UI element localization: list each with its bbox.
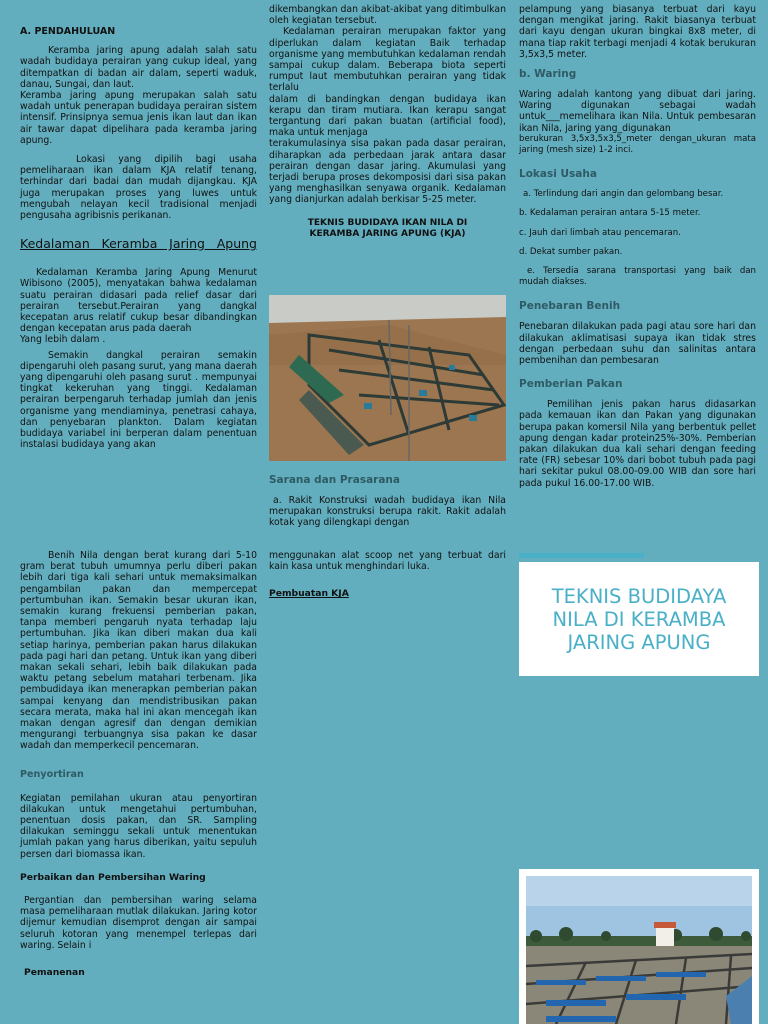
paragraph: dikembangkan dan akibat-akibat yang ditimbulkan oleh kegiatan tersebut. [269, 4, 506, 27]
column-2-lower [269, 474, 506, 529]
section-title-lokasi: Lokasi Usaha [519, 168, 597, 181]
list-item: b. Kedalaman perairan antara 5-15 meter. [519, 208, 701, 219]
cover-accent-bar [519, 553, 644, 558]
section-title-perbaikan: Perbaikan dan Pembersihan Waring [20, 871, 206, 883]
paragraph: Penebaran dilakukan pada pagi atau sore hari dan dilakukan aklimatisasi supaya ikan tidak stres dengan perbedaan suhu dan salinitas antara pembenihan dan pembesaran [519, 321, 756, 367]
column-2 [269, 4, 506, 240]
section-title-penyortiran: Penyortiran [20, 768, 84, 780]
paragraph: Waring adalah kantong yang dibuat dari jaring. Waring digunakan sebagai wadah untuk___memelihara ikan Nila. Untuk pembesaran ikan Nila, jaring yang_digunakan [519, 89, 756, 134]
list-item: c. Jauh dari limbah atau pencemaran. [519, 227, 681, 238]
paragraph: Keramba jaring apung adalah salah satu wadah budidaya perairan yang cukup ideal, yang ditempatkan di badan air dalam, seperti waduk, danau, Sungai, dan laut. [20, 45, 257, 90]
paragraph: Yang lebih dalam . [20, 334, 106, 346]
list-item: e. Tersedia sarana transportasi yang baik dan mudah diakses. [519, 266, 756, 288]
paragraph: Kedalaman perairan merupakan faktor yang diperlukan dalam kegiatan Baik terhadap organisme yang membutuhkan kedalaman rendah sampai cukup dalam. Beberapa biota seperti rumput laut membutuhkan perairan yang tidak terlalu [269, 26, 506, 94]
cover-title: TEKNIS BUDIDAYA NILA DI KERAMBA JARING APUNG [551, 584, 727, 654]
cover-photo [526, 876, 752, 1024]
paragraph: berukuran 3,5x3,5x3,5_meter dengan_ukuran mata jaring (mesh size) 1-2 inci. [519, 133, 756, 156]
column-3 [519, 4, 756, 489]
column-1 [20, 26, 257, 451]
paragraph: Kedalaman Keramba Jaring Apung Menurut Wibisono (2005), menyatakan bahwa kedalaman suatu perairan didasari pada relief dasar dari perairan tersebut.Perairan yang dangkal kecepatan arus relatif cukup besar dibandingkan dengan kecepatan arus pada daerah [20, 267, 257, 335]
paragraph: dalam di bandingkan dengan budidaya ikan kerapu dan tiram mutiara. Ikan kerapu sangat tergantung dari pakan buatan (artificial food), maka untuk menjaga [269, 93, 506, 139]
paragraph: Kegiatan pemilahan ukuran atau penyortiran dilakukan untuk mengetahui pertumbuhan, penentuan dosis pakan, dan SR. Sampling dilakukan seminggu sekali untuk menentukan jumlah pakan yang harus diberikan, yaitu sepuluh persen dari biomassa ikan. [20, 792, 257, 860]
list-item: d. Dekat sumber pakan. [519, 246, 623, 257]
paragraph: terakumulasinya sisa pakan pada dasar perairan, diharapkan ada perbedaan jarak antara dasar perairan dengan dasar jaring. Akumulasi yang terjadi berupa proses dekomposisi dari sisa pakan yang menghasilkan senyawa organik. Kedalaman yang dianjurkan adalah berkisar 5-25 meter. [269, 138, 506, 206]
section-title-penebaran: Penebaran Benih [519, 300, 621, 313]
section-title-pembuatan: Pembuatan KJA [269, 588, 349, 600]
cover-photo-frame [519, 869, 759, 1024]
paragraph: menggunakan alat scoop net yang terbuat dari kain kasa untuk menghindari luka. [269, 550, 506, 573]
paragraph: Benih Nila dengan berat kurang dari 5-10 gram berat tubuh umumnya perlu diberi pakan lebih dari tiga kali sehari untuk memaksimalkan pengambilan pakan dan mempercepat pertumbuhan ikan. Semakin besar ukuran ikan, semakin kurang frekuensi pemberian pakan, tanpa memberi pengaruh nyata terhadap laju pertumbuhan. Jika ikan diberi makan dua kali setiap harinya, pemberian pakan harus dilakukan pada pagi hari dan petang. Untuk ikan yang diberi makan sekali sehari, lebih baik dilakukan pada waktu petang sebelum matahari terbenam. Jika pembudidaya ikan menerapkan pemberian pakan sampai kenyang dan mendistribusikan pakan secara merata, maka hal ini akan mencegah ikan makan dengan agresif dan dengan demikian mengurangi terbuangnya sisa pakan ke dasar wadah dan memperkecil pencemaran. [20, 550, 257, 752]
section-title-pendahuluan: A. PENDAHULUAN [20, 26, 116, 37]
section-title-kedalaman: Kedalaman Keramba Jaring Apung [20, 236, 257, 252]
paragraph: a. Rakit Konstruksi wadah budidaya ikan Nila merupakan konstruksi berupa rakit. Rakit adalah kotak yang dilengkapi dengan [269, 495, 506, 529]
cover-title-box [519, 562, 759, 676]
section-title-pemberian: Pemberian Pakan [519, 378, 623, 391]
paragraph: Semakin dangkal perairan semakin dipengaruhi oleh pasang surut, yang mana daerah yang dipengaruhi oleh pasang surut . mempunyai tingkat kekeruhan yang tinggi. Kedalaman perairan berpengaruh terhadap jumlah dan jenis organisme yang mendiaminya, penetrasi cahaya, dan penyebaran plankton. Dalam kegiatan budidaya variabel ini berperan dalam penentuan instalasi budidaya yang akan [20, 349, 257, 451]
paragraph: Lokasi yang dipilih bagi usaha pemeliharaan ikan dalam KJA relatif tenang, terhindar dari badai dan mudah dijangkau. KJA juga merupakan proses yang luwes untuk mengubah nelayan kecil tradisional menjadi pengusaha agribisnis perikanan. [20, 154, 257, 222]
section-title-sarana: Sarana dan Prasarana [269, 474, 400, 486]
paragraph: Pemilihan jenis pakan harus didasarkan pada kemauan ikan dan Pakan yang digunakan berupa pakan komersil Nila yang berbentuk pellet apung dengan kadar protein25%-30%. Pemberian pakan dilakukan dua kali sehari dengan feeding rate (FR) sebesar 10% dari bobot tubuh pada pagi hari sekitar pukul 08.00-09.00 WIB dan sore hari pada pukul 16.00-17.00 WIB. [519, 399, 756, 489]
paragraph: Pergantian dan pembersihan waring selama masa pemeliharaan mutlak dilakukan. Jaring kotor dijemur kemudian disemprot dengan air sampai seluruh kotoran yang menempel terlepas dari waring. Selain i [20, 895, 257, 951]
paragraph: pelampung yang biasanya terbuat dari kayu dengan mengikat jaring. Rakit biasanya terbuat dari kayu dengan ukuran bingkai 8x8 meter, di mana tiap rakit terbagi menjadi 4 kotak berukuran 3,5x3,5 meter. [519, 4, 756, 60]
paragraph: Keramba jaring apung merupakan salah satu wadah untuk penerapan budidaya perairan sistem intensif. Prinsipnya semua jenis ikan laut dan ikan air tawar dapat dipelihara pada keramba jaring apung. [20, 90, 257, 146]
column-2-lower-2 [269, 550, 506, 600]
list-item: a. Terlindung dari angin dan gelombang besar. [523, 189, 724, 200]
section-title-teknis: TEKNIS BUDIDAYA IKAN NILA DI KERAMBA JARING APUNG (KJA) [307, 217, 468, 239]
section-title-pemanenan: Pemanenan [24, 967, 85, 979]
keramba-photo [269, 295, 506, 461]
section-title-waring: b. Waring [519, 68, 577, 81]
column-1-lower [20, 550, 257, 978]
